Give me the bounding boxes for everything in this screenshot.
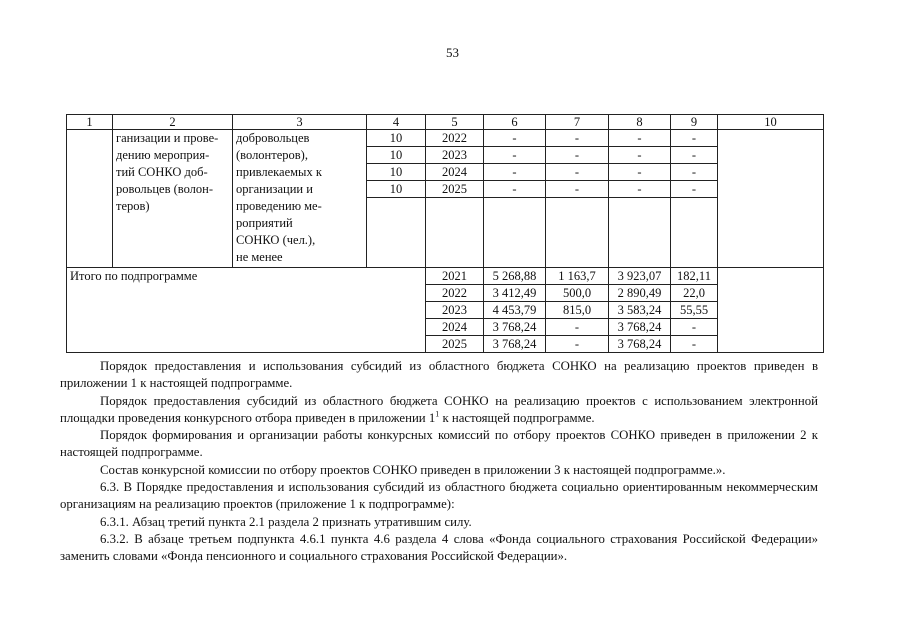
value-cell: - (546, 147, 609, 164)
paragraph (60, 393, 818, 428)
indicator-name-cell: добровольцев (волонтеров), привлекаемых к организации и проведению ме- роприятий СОНКО (чел.), не менее (233, 130, 367, 268)
empty-cell (367, 268, 426, 353)
value-cell: 3 583,24 (609, 302, 671, 319)
superscript: 1 (435, 409, 440, 419)
event-name-cell: ганизации и прове- дению мероприя- тий СОНКО доб- ровольцев (волон- теров) (113, 130, 233, 268)
empty-cell (426, 198, 484, 268)
value-cell: 2 890,49 (609, 285, 671, 302)
header-cell: 6 (484, 115, 546, 130)
value-cell: - (671, 130, 718, 147)
value-cell: - (484, 147, 546, 164)
value-cell: - (546, 319, 609, 336)
value-cell: 3 412,49 (484, 285, 546, 302)
paragraph-text: Порядок предоставления субсидий из областного бюджета СОНКО на реализацию проектов с использованием электронной площадки проведения конкурсного отбора приведен в приложении 1 (60, 393, 818, 425)
value-cell: - (609, 164, 671, 181)
table-header-row (67, 115, 824, 130)
value-cell: 3 768,24 (484, 336, 546, 353)
year-cell: 2024 (426, 319, 484, 336)
header-cell: 4 (367, 115, 426, 130)
value-cell: 55,55 (671, 302, 718, 319)
year-cell: 2024 (426, 164, 484, 181)
empty-cell (546, 198, 609, 268)
value-cell: 3 923,07 (609, 268, 671, 285)
year-cell: 2025 (426, 181, 484, 198)
paragraph: 6.3.1. Абзац третий пункта 2.1 раздела 2 признать утратившим силу. (100, 514, 472, 529)
indicator-value: 10 (367, 147, 426, 164)
page-number: 53 (446, 45, 459, 60)
year-cell: 2021 (426, 268, 484, 285)
year-cell: 2025 (426, 336, 484, 353)
value-cell: - (671, 164, 718, 181)
value-cell: - (546, 164, 609, 181)
value-cell: 3 768,24 (609, 319, 671, 336)
value-cell: - (609, 130, 671, 147)
year-cell: 2022 (426, 130, 484, 147)
value-cell: - (546, 181, 609, 198)
number-cell (67, 130, 113, 268)
header-cell: 1 (67, 115, 113, 130)
empty-cell (484, 198, 546, 268)
value-cell: - (609, 147, 671, 164)
empty-cell (671, 198, 718, 268)
value-cell: 500,0 (546, 285, 609, 302)
header-cell: 3 (233, 115, 367, 130)
value-cell: - (546, 130, 609, 147)
header-cell: 2 (113, 115, 233, 130)
total-row (67, 268, 824, 285)
indicator-value: 10 (367, 130, 426, 147)
value-cell: - (484, 181, 546, 198)
value-cell: 1 163,7 (546, 268, 609, 285)
empty-cell (367, 198, 426, 268)
value-cell: - (671, 319, 718, 336)
value-cell: 815,0 (546, 302, 609, 319)
header-cell: 10 (718, 115, 824, 130)
notes-cell (718, 130, 824, 268)
notes-cell (718, 268, 824, 353)
empty-cell (609, 198, 671, 268)
year-cell: 2022 (426, 285, 484, 302)
indicator-value: 10 (367, 181, 426, 198)
value-cell: - (671, 181, 718, 198)
value-cell: 3 768,24 (609, 336, 671, 353)
value-cell: - (671, 336, 718, 353)
table-row (67, 130, 824, 147)
paragraph: 6.3.2. В абзаце третьем подпункта 4.6.1 пункта 4.6 раздела 4 слова «Фонда социального страхования Российской Федерации» заменить словами «Фонда пенсионного и социального страхования Российской Федерации». (60, 531, 818, 564)
header-cell: 7 (546, 115, 609, 130)
header-cell: 5 (426, 115, 484, 130)
value-cell: 5 268,88 (484, 268, 546, 285)
value-cell: - (609, 181, 671, 198)
value-cell: - (484, 164, 546, 181)
value-cell: - (546, 336, 609, 353)
paragraph: 6.3. В Порядке предоставления и использования субсидий из областного бюджета социально ориентированным некоммерческим организациям на реализацию проектов (приложение 1 к подпрограмме): (60, 480, 818, 512)
paragraph: Состав конкурсной комиссии по отбору проектов СОНКО приведен в приложении 3 к настоящей подпрограмме.». (100, 462, 726, 477)
value-cell: - (484, 130, 546, 147)
header-cell: 9 (671, 115, 718, 130)
paragraph: Порядок предоставления и использования субсидий из областного бюджета СОНКО на реализацию проектов приведен в приложении 1 к настоящей подпрограмме. (60, 359, 818, 391)
value-cell: 3 768,24 (484, 319, 546, 336)
paragraph: Порядок формирования и организации работы конкурсных комиссий по отбору проектов СОНКО приведен в приложении 2 к настоящей подпрограмме. (60, 428, 818, 460)
value-cell: 22,0 (671, 285, 718, 302)
total-label: Итого по подпрограмме (67, 268, 367, 353)
year-cell: 2023 (426, 147, 484, 164)
value-cell: - (671, 147, 718, 164)
value-cell: 182,11 (671, 268, 718, 285)
subprogram-table (66, 114, 824, 353)
paragraph-text: к настоящей подпрограмме. (439, 410, 595, 425)
value-cell: 4 453,79 (484, 302, 546, 319)
body-text (60, 358, 818, 566)
indicator-value: 10 (367, 164, 426, 181)
header-cell: 8 (609, 115, 671, 130)
year-cell: 2023 (426, 302, 484, 319)
